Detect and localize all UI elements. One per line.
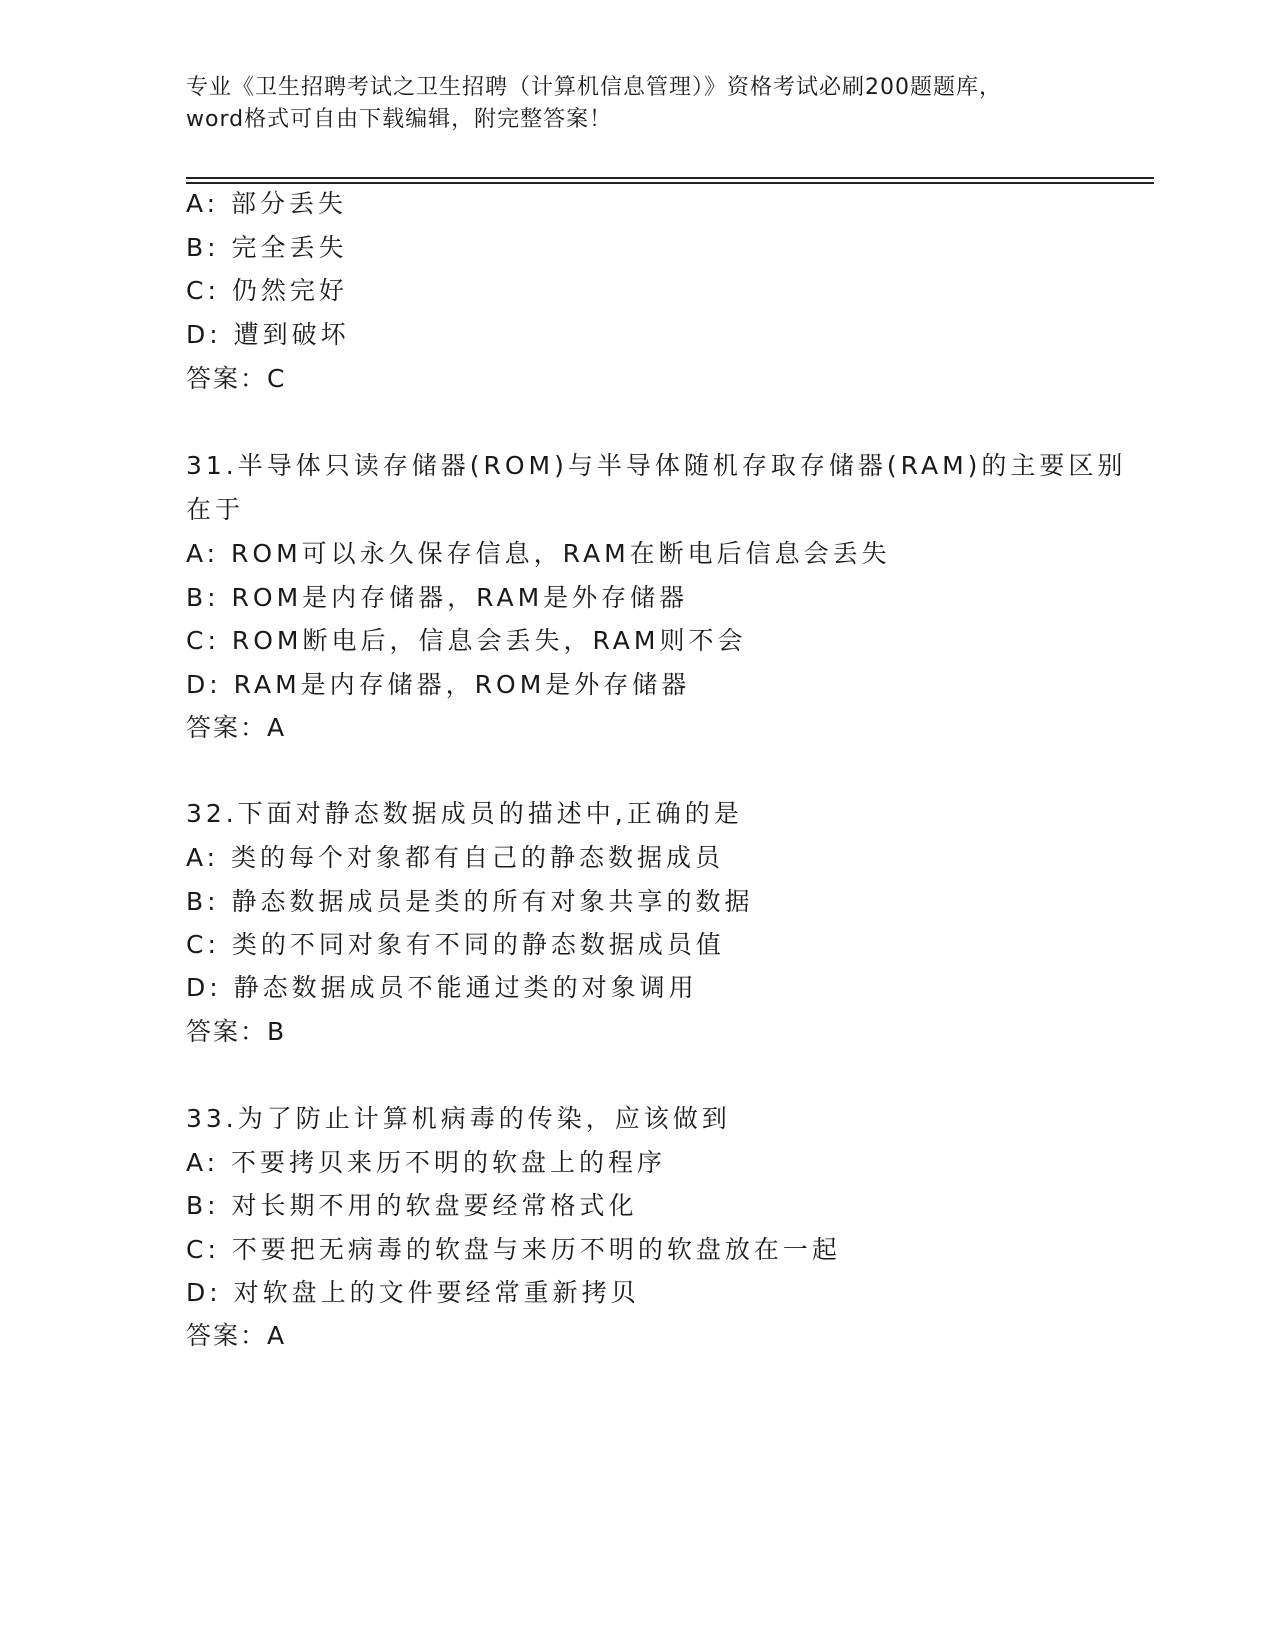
- answer-line: 答案：C: [186, 364, 287, 393]
- option-a: A: 部分丢失: [186, 189, 348, 218]
- question-31-answer: 答案：A: [186, 713, 287, 742]
- option-b: B: 完全丢失: [186, 233, 348, 262]
- question-31-stem: 31.半导体只读存储器(ROM)与半导体随机存取存储器(RAM)的主要区别: [186, 451, 1127, 480]
- question-33-option-c: C: 不要把无病毒的软盘与来历不明的软盘放在一起: [186, 1235, 841, 1264]
- header-divider-bottom: [186, 182, 1154, 184]
- option-c: C: 仍然完好: [186, 276, 348, 305]
- question-33-answer: 答案：A: [186, 1321, 287, 1350]
- question-32-answer: 答案：B: [186, 1017, 287, 1046]
- question-31-option-a: A: ROM可以永久保存信息，RAM在断电后信息会丢失: [186, 539, 891, 568]
- question-33-option-b: B: 对长期不用的软盘要经常格式化: [186, 1191, 638, 1220]
- header-divider-top: [186, 177, 1154, 179]
- question-32-option-c: C: 类的不同对象有不同的静态数据成员值: [186, 930, 725, 959]
- question-32-stem: 32.下面对静态数据成员的描述中,正确的是: [186, 799, 743, 828]
- question-33-option-a: A: 不要拷贝来历不明的软盘上的程序: [186, 1148, 667, 1177]
- question-32-option-a: A: 类的每个对象都有自己的静态数据成员: [186, 843, 725, 872]
- question-32-option-b: B: 静态数据成员是类的所有对象共享的数据: [186, 887, 754, 916]
- option-d: D: 遭到破坏: [186, 320, 350, 349]
- question-32-option-d: D: 静态数据成员不能通过类的对象调用: [186, 973, 698, 1002]
- question-31-option-b: B: ROM是内存储器，RAM是外存储器: [186, 583, 689, 612]
- header-title-line-2: word格式可自由下载编辑，附完整答案！: [186, 107, 613, 132]
- question-31-option-c: C: ROM断电后，信息会丢失，RAM则不会: [186, 626, 747, 655]
- header-title-line-1: 专业《卫生招聘考试之卫生招聘（计算机信息管理）》资格考试必刷200题题库，: [186, 75, 1002, 100]
- question-33-stem: 33.为了防止计算机病毒的传染，应该做到: [186, 1104, 731, 1133]
- question-31-stem-continued: 在于: [186, 495, 245, 524]
- document-header: [186, 72, 1086, 136]
- question-31-option-d: D: RAM是内存储器，ROM是外存储器: [186, 670, 691, 699]
- question-33-option-d: D: 对软盘上的文件要经常重新拷贝: [186, 1278, 640, 1307]
